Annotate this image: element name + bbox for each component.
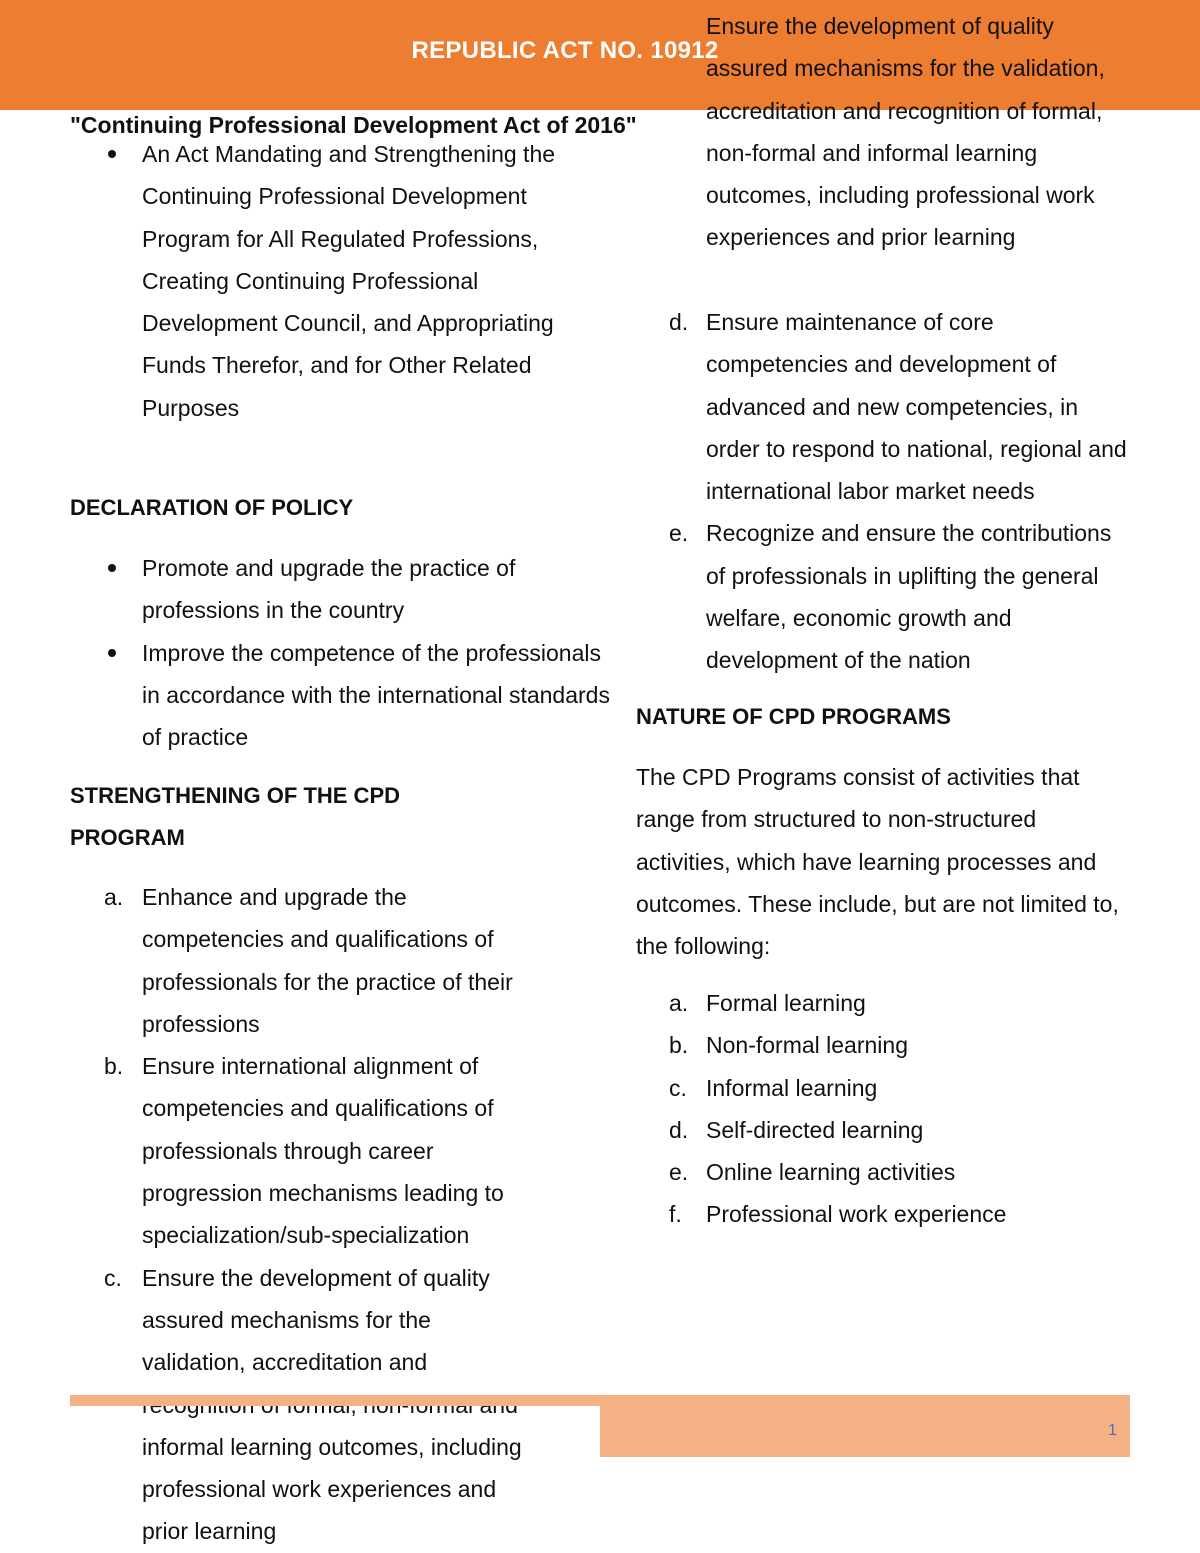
bullet-icon [108, 150, 116, 158]
declaration-bullet-text: Improve the competence of the professionals in accordance with the international standards of practice [142, 639, 610, 751]
list-item-text: Non-formal learning [706, 1032, 908, 1059]
list-marker: a. [104, 884, 124, 910]
list-marker: d. [669, 309, 689, 335]
list-item [636, 301, 1136, 512]
list-item [70, 547, 610, 632]
list-item-text: Enhance and upgrade the competencies and qualifications of professionals for the practice of their professions [142, 884, 513, 1037]
strengthening-list-right [636, 301, 1136, 682]
list-item [636, 1067, 1136, 1109]
nature-list [636, 982, 1136, 1236]
list-item [636, 5, 1106, 259]
list-item-text: Professional work experience [706, 1201, 1007, 1228]
list-item-text: Informal learning [706, 1074, 878, 1101]
declaration-heading: DECLARATION OF POLICY [70, 495, 354, 520]
strengthening-list-left [70, 876, 540, 1545]
list-marker: c. [104, 1264, 122, 1291]
list-item [636, 512, 1136, 681]
page-number: 1 [1108, 1422, 1117, 1439]
footer-thin-bar [70, 1395, 600, 1406]
strengthening-heading-line: STRENGTHENING OF THE CPD [70, 783, 401, 808]
declaration-bullet-list [70, 547, 610, 758]
bullet-icon [108, 649, 116, 657]
list-item-text: Ensure the development of quality assured mechanisms for the validation, accreditation and recognition of formal, non-formal and informal learning outcomes, including professional work experiences and prior learning [706, 13, 1105, 251]
list-marker: b. [104, 1053, 124, 1080]
bullet-icon [108, 564, 116, 572]
list-item-text: Formal learning [706, 990, 866, 1016]
list-marker: d. [669, 1116, 689, 1143]
list-item [636, 1151, 1136, 1193]
list-marker: f. [669, 1201, 682, 1228]
list-item-text: Recognize and ensure the contributions of professionals in uplifting the general welfare, economic growth and development of the nation [706, 520, 1112, 674]
list-marker: b. [669, 1032, 689, 1059]
list-marker: a. [669, 990, 689, 1016]
list-item [70, 632, 610, 759]
footer-block [600, 1395, 1130, 1457]
list-item [636, 1109, 1136, 1151]
list-marker: e. [669, 1159, 689, 1186]
list-item-text: Self-directed learning [706, 1116, 924, 1143]
list-item [70, 1045, 540, 1256]
list-marker: e. [669, 520, 689, 547]
nature-paragraph: The CPD Programs consist of activities that range from structured to non-structured activities, which have learning processes and outcomes. These include, but are not limited to, the following: [636, 764, 1119, 960]
nature-heading: NATURE OF CPD PROGRAMS [636, 704, 951, 729]
list-item-text: Ensure international alignment of competencies and qualifications of professionals through career progression mechanisms leading to specialization/sub-specialization [142, 1053, 504, 1249]
strengthening-heading-line: PROGRAM [70, 825, 185, 851]
strengthening-item-c-continued [636, 5, 1106, 259]
list-item [636, 982, 1136, 1024]
list-item [70, 1257, 540, 1545]
list-item-text: Online learning activities [706, 1159, 956, 1186]
act-short-title: "Continuing Professional Development Act of 2016" [70, 112, 637, 138]
list-item-text: Ensure the development of quality assured mechanisms for the validation, accreditation and informal learning outcomes, including professional work experiences and prior learning [142, 1264, 522, 1545]
strengthening-heading [70, 775, 400, 860]
list-marker: c. [669, 1074, 687, 1101]
list-item [636, 1024, 1136, 1066]
list-item [70, 876, 540, 1045]
list-item-text: Ensure maintenance of core competencies and development of advanced and new competencies, in order to respond to national, regional and international labor market needs [706, 309, 1127, 505]
intro-bullet-list [70, 133, 610, 429]
continuation-window [636, 13, 1106, 302]
page-header-title: REPUBLIC ACT NO. 10912 [411, 37, 719, 64]
declaration-bullet-text: Promote and upgrade the practice of professions in the country [142, 555, 516, 624]
intro-bullet-text: An Act Mandating and Strengthening the Continuing Professional Development Program for All Regulated Professions, Creating Continuing Professional Development Council, and Appropriating Funds Therefor, and for Other Related Purposes [142, 141, 556, 421]
list-item [636, 1193, 1136, 1235]
list-item [70, 133, 610, 429]
